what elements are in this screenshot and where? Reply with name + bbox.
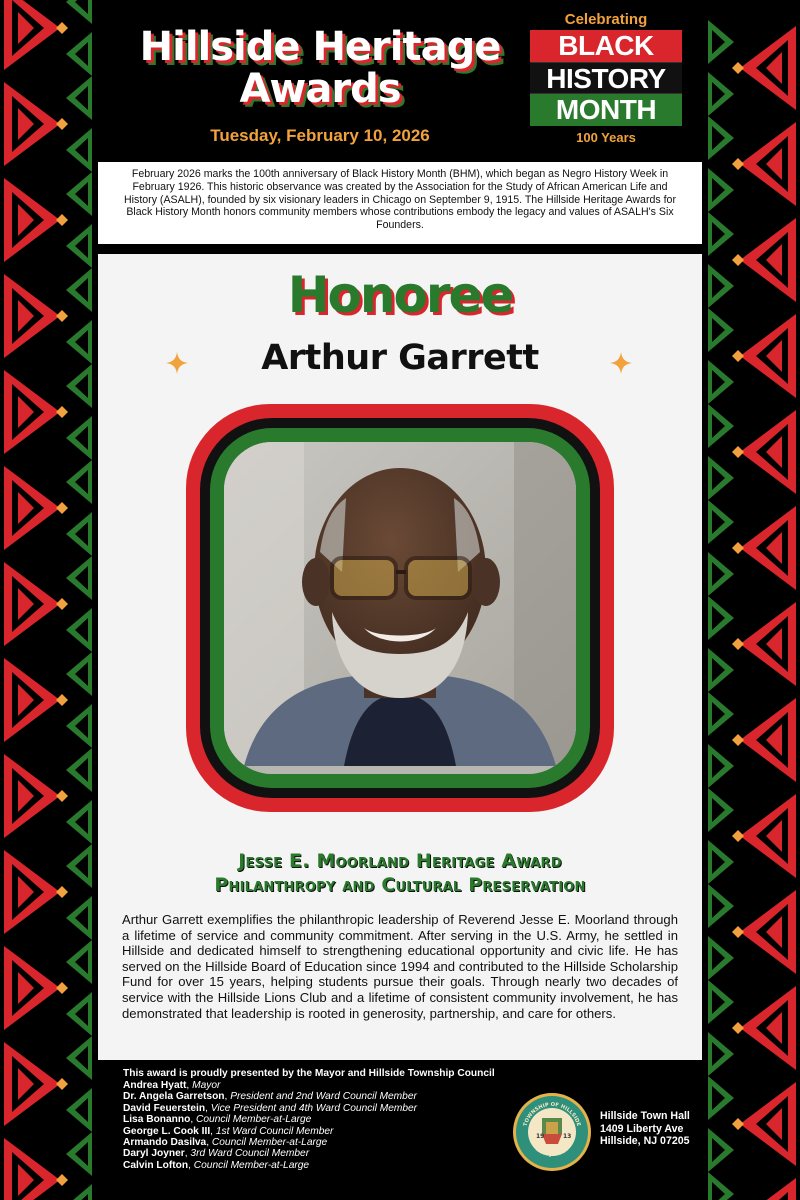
council-member: Armando Dasilva, Council Member-at-Large xyxy=(123,1136,328,1148)
address-line2: 1409 Liberty Ave xyxy=(600,1122,684,1135)
portrait-illustration xyxy=(224,442,576,766)
council-member: Lisa Bonanno, Council Member-at-Large xyxy=(123,1114,312,1126)
council-member: David Feuerstein, Vice President and 4th Ward Council Member xyxy=(123,1102,418,1114)
council-list xyxy=(123,1080,503,1171)
seal-year-right: 13 xyxy=(563,1133,572,1140)
council-member: Andrea Hyatt, Mayor xyxy=(123,1080,221,1091)
event-title-line2: Awards xyxy=(239,66,401,112)
council-member: George L. Cook III, 1st Ward Council Member xyxy=(123,1125,334,1137)
honoree-photo xyxy=(224,442,576,774)
council-member: Calvin Lofton, Council Member-at-Large xyxy=(123,1159,310,1171)
award-name: Jesse E. Moorland Heritage Award xyxy=(238,850,562,872)
award-category: Philanthropy and Cultural Preservation xyxy=(214,874,586,896)
honoree-bio: Arthur Garrett exemplifies the philanthropic leadership of Reverend Jesse E. Moorland through a lifetime of service and community commitment. After serving in the U.S. Army, he settled in Hillside and dedicated himself to strengthening educational opportunity and civic life. He has served on the Hillside Board of Education since 1994 and contributed to the Hillside Scholarship Fund for over 15 years, helping students pursue their goals. Through nearly two decades of service with the Hillside Lions Club and a lifetime of consistent community involvement, he has demonstrated that leadership is rooted in generosity, partnership, and care for others. xyxy=(122,912,678,1021)
bhm-badge xyxy=(530,10,682,145)
address-line1: Hillside Town Hall xyxy=(600,1110,690,1122)
seal-top-text: TOWNSHIP OF HILLSIDE xyxy=(522,1101,582,1128)
council-member: Daryl Joyner, 3rd Ward Council Member xyxy=(123,1148,310,1160)
event-date: Tuesday, February 10, 2026 xyxy=(210,126,430,145)
seal-year-left: 19 xyxy=(536,1133,545,1140)
photo-frame xyxy=(186,404,614,812)
event-title-line1: Hillside Heritage xyxy=(139,24,501,70)
address-line3: Hillside, NJ 07205 xyxy=(600,1135,690,1148)
right-pattern-border xyxy=(708,0,800,1200)
footer-heading: This award is proudly presented by the Mayor and Hillside Township Council xyxy=(123,1068,495,1079)
honoree-label: Honoree xyxy=(287,266,513,324)
council-member: Dr. Angela Garretson, President and 2nd Ward Council Member xyxy=(123,1091,417,1103)
bhm-years: 100 Years xyxy=(576,130,636,145)
honoree-panel xyxy=(98,254,702,1060)
bhm-line-history: HISTORY xyxy=(530,62,682,94)
sparkle-icon xyxy=(610,352,632,374)
bhm-line-month: MONTH xyxy=(530,94,682,126)
honoree-name: Arthur Garrett xyxy=(261,338,539,378)
bhm-line-black: BLACK xyxy=(530,30,682,62)
bhm-celebrating: Celebrating xyxy=(564,11,648,28)
township-seal-icon xyxy=(512,1092,592,1172)
left-pattern-border xyxy=(0,0,92,1200)
intro-text: February 2026 marks the 100th anniversary of Black History Month (BHM), which began as Negro History Week in February 1926. This historic observance was created by the Association for the Study of African American Life and History (ASALH), founded by six visionary leaders in Chicago on September 9, 1915. The Hillside Heritage Awards for Black History Month honors community members whose contributions embody the legacy and values of ASALH's Six Founders. xyxy=(98,162,702,244)
event-title xyxy=(110,26,530,110)
town-hall-address xyxy=(600,1110,690,1148)
seal-bottom-text: NEW JERSEY xyxy=(534,1146,570,1159)
